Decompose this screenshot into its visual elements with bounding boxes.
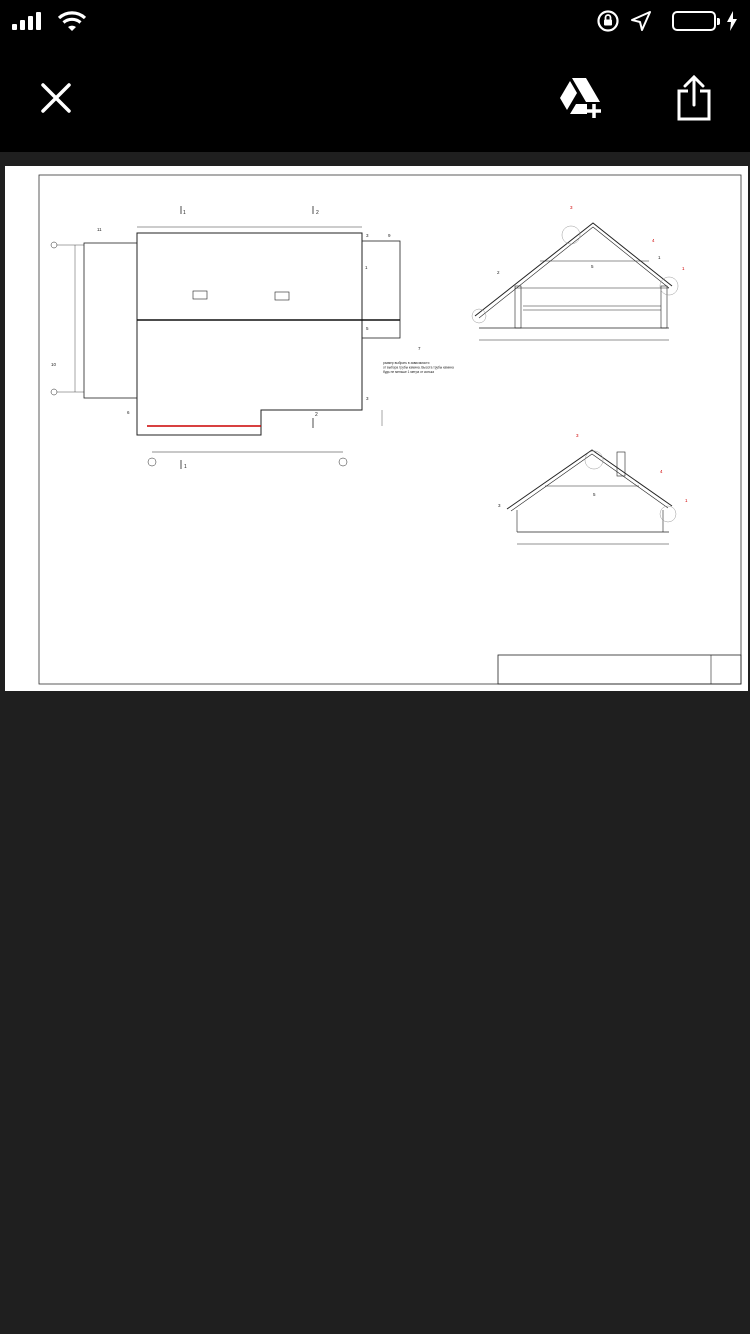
signal-icon	[12, 12, 41, 30]
pdf-page[interactable]	[5, 166, 748, 691]
section-1-roof	[475, 223, 672, 316]
section-mark-2-top: 2	[316, 210, 319, 216]
orientation-lock-icon	[596, 9, 620, 33]
share-button[interactable]	[666, 70, 722, 126]
svg-text:5: 5	[593, 492, 596, 497]
section-mark-1-top: 1	[183, 210, 186, 216]
nav-bar	[0, 44, 750, 152]
opening-right	[275, 292, 289, 300]
svg-text:1: 1	[685, 498, 688, 503]
svg-text:3: 3	[576, 433, 579, 438]
svg-text:1: 1	[365, 265, 368, 270]
share-icon	[676, 75, 712, 121]
close-icon	[40, 82, 72, 114]
carrier-group	[12, 6, 87, 36]
svg-text:5: 5	[366, 326, 369, 331]
svg-text:9: 9	[388, 233, 391, 238]
leader-10: 10	[51, 362, 57, 367]
svg-text:3: 3	[366, 233, 369, 238]
location-icon	[630, 10, 652, 32]
left-overhang	[84, 243, 137, 398]
building-outline	[137, 233, 362, 435]
svg-text:3: 3	[366, 396, 369, 401]
charging-icon	[726, 10, 738, 32]
battery-icon	[672, 11, 716, 31]
close-button[interactable]	[28, 70, 84, 126]
right-overhang	[362, 241, 400, 338]
leader-11: 11	[97, 227, 102, 232]
add-to-drive-button[interactable]	[554, 70, 610, 126]
svg-text:2: 2	[315, 412, 318, 418]
svg-text:4: 4	[660, 469, 663, 474]
section-2-roof	[507, 450, 672, 509]
wifi-icon	[57, 10, 87, 32]
svg-text:1: 1	[184, 464, 187, 470]
leader-6: 6	[127, 410, 130, 415]
svg-text:4: 4	[652, 238, 655, 243]
svg-text:2: 2	[497, 270, 500, 275]
opening-left	[193, 291, 207, 299]
status-bar	[0, 0, 750, 44]
status-right-group	[596, 6, 738, 36]
sheet-frame	[39, 175, 741, 684]
title-block	[498, 655, 741, 684]
chimney-note: размер выбрать в зависимости от выбора трубы камина. Высота трубы камина будь не меньше 1 метра от конька	[383, 361, 454, 374]
svg-text:7: 7	[418, 346, 421, 351]
svg-text:3: 3	[570, 205, 573, 210]
roof-plan-drawing	[5, 166, 748, 691]
svg-text:1: 1	[658, 255, 661, 260]
svg-text:5: 5	[591, 264, 594, 269]
google-drive-add-icon	[557, 76, 607, 120]
svg-text:3: 3	[498, 503, 501, 508]
svg-text:1: 1	[682, 266, 685, 271]
